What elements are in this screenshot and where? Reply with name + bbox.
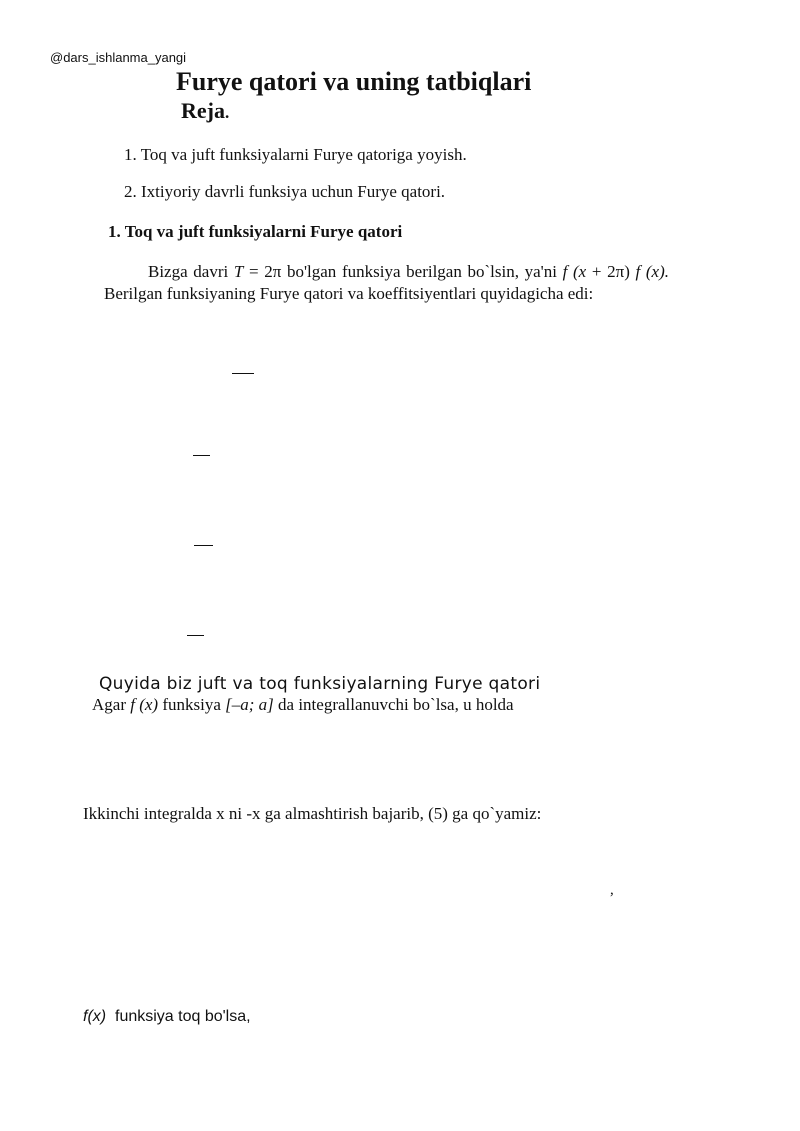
substitution-line: Ikkinchi integralda x ni -x ga almashtirish bajarib, (5) ga qo`yamiz: xyxy=(83,804,542,823)
para-period-symbol: T xyxy=(233,262,244,281)
para-text-3: + 2π) xyxy=(586,262,636,281)
section-1-paragraph xyxy=(104,261,669,305)
para-text-4: Berilgan funksiyaning Furye qatori va koeffitsiyentlari quyidagicha edi: xyxy=(104,284,594,303)
condition-text-2: funksiya xyxy=(158,695,226,714)
para-text-2: = 2π bo'lgan funksiya berilgan bo`lsin, ya'ni xyxy=(243,262,563,281)
condition-function: f (x) xyxy=(130,695,159,714)
plan-heading-dot: . xyxy=(224,103,230,122)
plan-heading-label: Reja xyxy=(181,98,225,123)
odd-function-symbol: f(x) xyxy=(83,1008,107,1025)
para-text-1: Bizga davri xyxy=(148,262,234,281)
intro-even-odd-line: Quyida biz juft va toq funksiyalarning Furye qatori xyxy=(99,674,541,694)
odd-function-text: funksiya toq bo'lsa, xyxy=(106,1008,251,1025)
para-function-1: f (x xyxy=(562,262,587,281)
formula-fraction-bar-2 xyxy=(193,455,210,456)
condition-interval: [–a; a] xyxy=(225,695,274,714)
plan-item-2: 2. Ixtiyoriy davrli funksiya uchun Furye qatori. xyxy=(124,182,446,201)
document-title: Furye qatori va uning tatbiqlari xyxy=(176,67,532,96)
para-function-2: f (x). xyxy=(635,262,670,281)
plan-item-1: 1. Toq va juft funksiyalarni Furye qatoriga yoyish. xyxy=(124,145,467,164)
condition-text-1: Agar xyxy=(92,695,131,714)
odd-function-line xyxy=(83,1008,251,1026)
formula-fraction-bar-4 xyxy=(187,635,204,636)
formula-comma: , xyxy=(610,882,614,898)
condition-text-3: da integrallanuvchi bo`lsa, u holda xyxy=(273,695,514,714)
formula-fraction-bar-1 xyxy=(232,373,254,374)
plan-heading xyxy=(181,98,229,124)
condition-line xyxy=(92,695,514,715)
formula-fraction-bar-3 xyxy=(194,545,213,546)
section-1-heading: 1. Toq va juft funksiyalarni Furye qatori xyxy=(108,222,403,241)
watermark-text: @dars_ishlanma_yangi xyxy=(50,50,187,65)
